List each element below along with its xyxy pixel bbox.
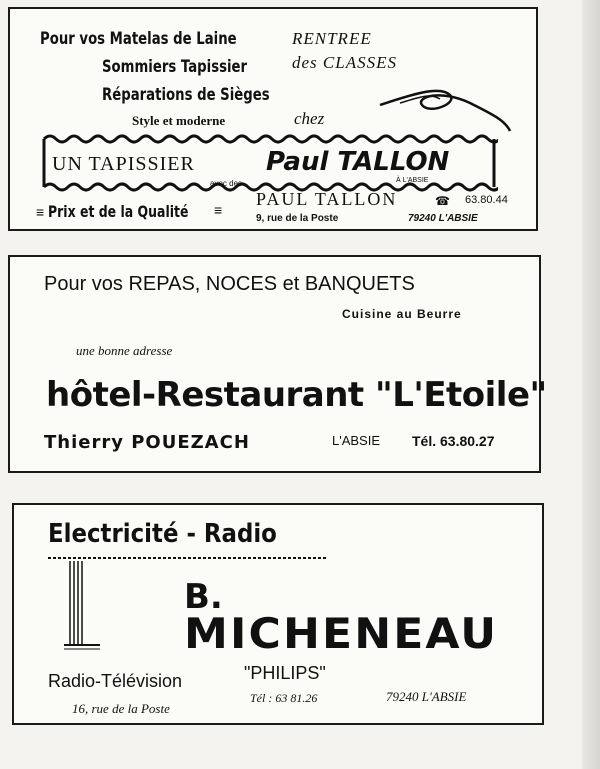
ad1-classes: des CLASSES	[292, 53, 397, 72]
ad-electricite-radio	[12, 503, 544, 725]
ad2-cuisine: Cuisine au Beurre	[342, 307, 462, 321]
ad1-address: 9, rue de la Poste	[256, 213, 339, 224]
ad1-matelas: Pour vos Matelas de Laine	[40, 29, 237, 49]
ad1-paul-tallon-banner: Paul TALLON	[266, 147, 450, 177]
ad1-sig-name: PAUL TALLON	[256, 189, 398, 209]
ad3-vertical-rules-icon	[64, 561, 124, 651]
ad1-phone: 63.80.44	[465, 194, 508, 206]
ad1-un-tapissier: UN TAPISSIER	[52, 153, 195, 175]
ad3-postcode-town: 79240 L'ABSIE	[386, 689, 467, 704]
ad1-rentree: RENTREE	[292, 29, 372, 48]
ad3-phone: Tél : 63 81.26	[250, 691, 318, 705]
ad1-chez: chez	[294, 109, 325, 128]
ad1-avec-des: avec des	[210, 179, 243, 188]
telephone-icon: ☎	[435, 194, 450, 208]
ad1-banner	[40, 133, 498, 195]
ad3-address: 16, rue de la Poste	[72, 701, 170, 716]
ad1-prix	[36, 202, 228, 221]
ad3-brand: "PHILIPS"	[244, 663, 326, 683]
ad2-owner: Thierry POUEZACH	[44, 432, 250, 453]
page-edge	[582, 0, 600, 769]
ad1-rule-right-icon: ≡	[214, 202, 223, 218]
ad2-hotel-name: hôtel-Restaurant "L'Etoile"	[46, 375, 547, 415]
ad2-town: L'ABSIE	[332, 433, 381, 448]
ad1-sommiers: Sommiers Tapissier	[102, 57, 248, 77]
ad2-phone: Tél. 63.80.27	[412, 433, 495, 449]
ad1-postcode-town: 79240 L'ABSIE	[408, 213, 478, 224]
ad1-a-labsie: À L'ABSIE	[396, 177, 429, 184]
flourish-icon	[370, 75, 520, 135]
ad1-style: Style et moderne	[132, 113, 226, 128]
ad2-adresse: une bonne adresse	[76, 343, 173, 358]
ad1-prix-text: Prix et de la Qualité	[48, 202, 189, 221]
ad3-name: MICHENEAU	[184, 609, 499, 658]
ad1-rule-left-icon: ≡	[36, 204, 45, 220]
ad1-reparations: Réparations de Sièges	[102, 85, 270, 105]
ad-hotel-restaurant	[8, 255, 547, 473]
ad3-initial: B.	[184, 577, 223, 617]
ad3-title: Electricité - Radio	[48, 519, 277, 549]
ad-tapissier	[8, 7, 538, 231]
ad3-radio-tv: Radio-Télévision	[48, 671, 183, 691]
ad2-headline: Pour vos REPAS, NOCES et BANQUETS	[44, 273, 415, 295]
